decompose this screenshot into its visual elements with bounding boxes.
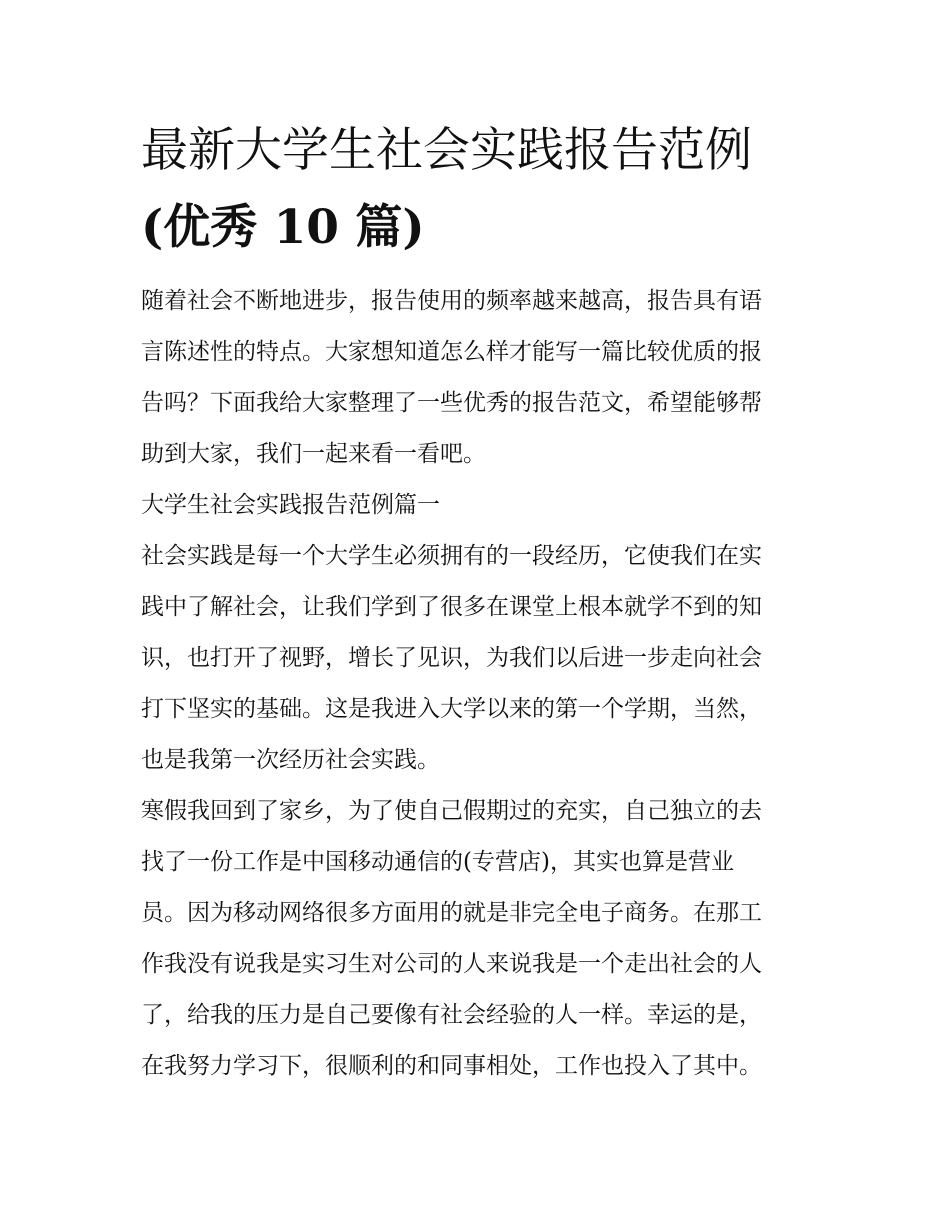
- section-heading-text: 大学生社会实践报告范例篇一: [141, 492, 440, 518]
- text-line: 言陈述性的特点。大家想知道怎么样才能写一篇比较优质的报: [141, 339, 762, 365]
- text-line: 员。因为移动网络很多方面用的就是非完全电子商务。在那工: [141, 900, 762, 926]
- document-title-line: 最新大学生社会实践报告范例: [141, 123, 752, 178]
- text-line: 助到大家，我们一起来看一看吧。: [141, 441, 486, 467]
- text-line: 寒假我回到了家乡，为了使自己假期过的充实，自己独立的去: [141, 798, 762, 824]
- document-title: [141, 112, 813, 266]
- body-paragraph: [141, 531, 813, 786]
- text-line: 践中了解社会，让我们学到了很多在课堂上根本就学不到的知: [141, 594, 762, 620]
- intro-paragraph: [141, 276, 813, 480]
- section-heading: [141, 480, 813, 531]
- document-body: [141, 112, 813, 1092]
- text-line: 在我努力学习下，很顺利的和同事相处，工作也投入了其中。: [141, 1053, 762, 1079]
- text-line: 识，也打开了视野，增长了见识，为我们以后进一步走向社会: [141, 645, 762, 671]
- text-line: 社会实践是每一个大学生必须拥有的一段经历，它使我们在实: [141, 543, 762, 569]
- document-title-line: (优秀 10 篇): [141, 200, 425, 255]
- text-line: 告吗？下面我给大家整理了一些优秀的报告范文，希望能够帮: [141, 390, 762, 416]
- text-line: 随着社会不断地进步，报告使用的频率越来越高，报告具有语: [141, 288, 762, 314]
- body-paragraph: [141, 786, 813, 1092]
- text-line: 也是我第一次经历社会实践。: [141, 747, 440, 773]
- text-line: 打下坚实的基础。这是我进入大学以来的第一个学期，当然，: [141, 696, 762, 722]
- text-line: 作我没有说我是实习生对公司的人来说我是一个走出社会的人: [141, 951, 762, 977]
- text-line: 找了一份工作是中国移动通信的(专营店)，其实也算是营业: [141, 849, 734, 875]
- text-line: 了，给我的压力是自己要像有社会经验的人一样。幸运的是，: [141, 1002, 762, 1028]
